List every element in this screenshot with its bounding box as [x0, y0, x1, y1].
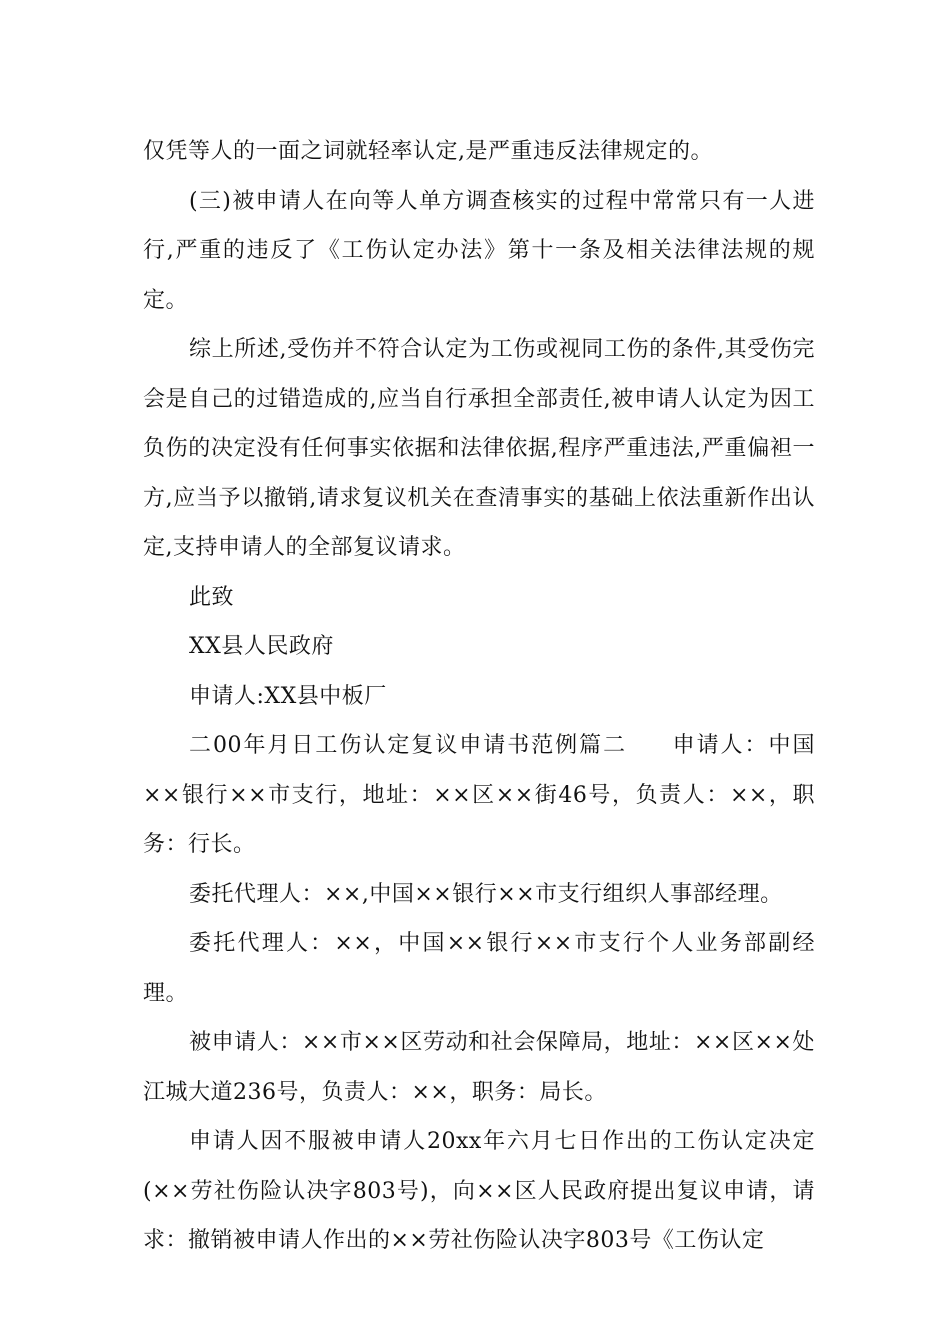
- salutation: 此致: [189, 584, 235, 610]
- applicant-line: 申请人:XX县中板厂: [189, 683, 387, 709]
- paragraph-1: 仅凭等人的一面之词就轻率认定,是严重违反法律规定的。: [143, 139, 713, 164]
- document-body: [143, 127, 815, 1266]
- applicant-details: 申请人：中国××银行××市支行，地址：××区××街46号，负责人：××，职务：行长。: [143, 733, 815, 857]
- respondent: 被申请人：××市××区劳动和社会保障局，地址：××区××处江城大道236号，负责人：××，职务：局长。: [143, 1030, 815, 1105]
- paragraph-2: (三)被申请人在向等人单方调查核实的过程中常常只有一人进行,严重的违反了《工伤认定办法》第十一条及相关法律法规的规定。: [143, 188, 815, 313]
- agent-2: 委托代理人：××，中国××银行××市支行个人业务部副经理。: [143, 931, 815, 1006]
- paragraph-3: 综上所述,受伤并不符合认定为工伤或视同工伤的条件,其受伤完会是自己的过错造成的,应当自行承担全部责任,被申请人认定为因工负伤的决定没有任何事实依据和法律依据,程序严重违法,严重偏袒一方,应当予以撤销,请求复议机关在查清事实的基础上依法重新作出认定,支持申请人的全部复议请求。: [143, 337, 815, 560]
- recipient: XX县人民政府: [189, 634, 334, 659]
- section-two-heading: 二00年月日工伤认定复议申请书范例篇二: [189, 733, 628, 758]
- agent-1: 委托代理人：××,中国××银行××市支行组织人事部经理。: [189, 881, 783, 907]
- paragraph-request: 申请人因不服被申请人20xx年六月七日作出的工伤认定决定(××劳社伤险认决字803号)，向××区人民政府提出复议申请，请求：撤销被申请人作出的××劳社伤险认决字803号《工伤认定: [143, 1129, 815, 1253]
- paragraph-section-two: [143, 721, 815, 870]
